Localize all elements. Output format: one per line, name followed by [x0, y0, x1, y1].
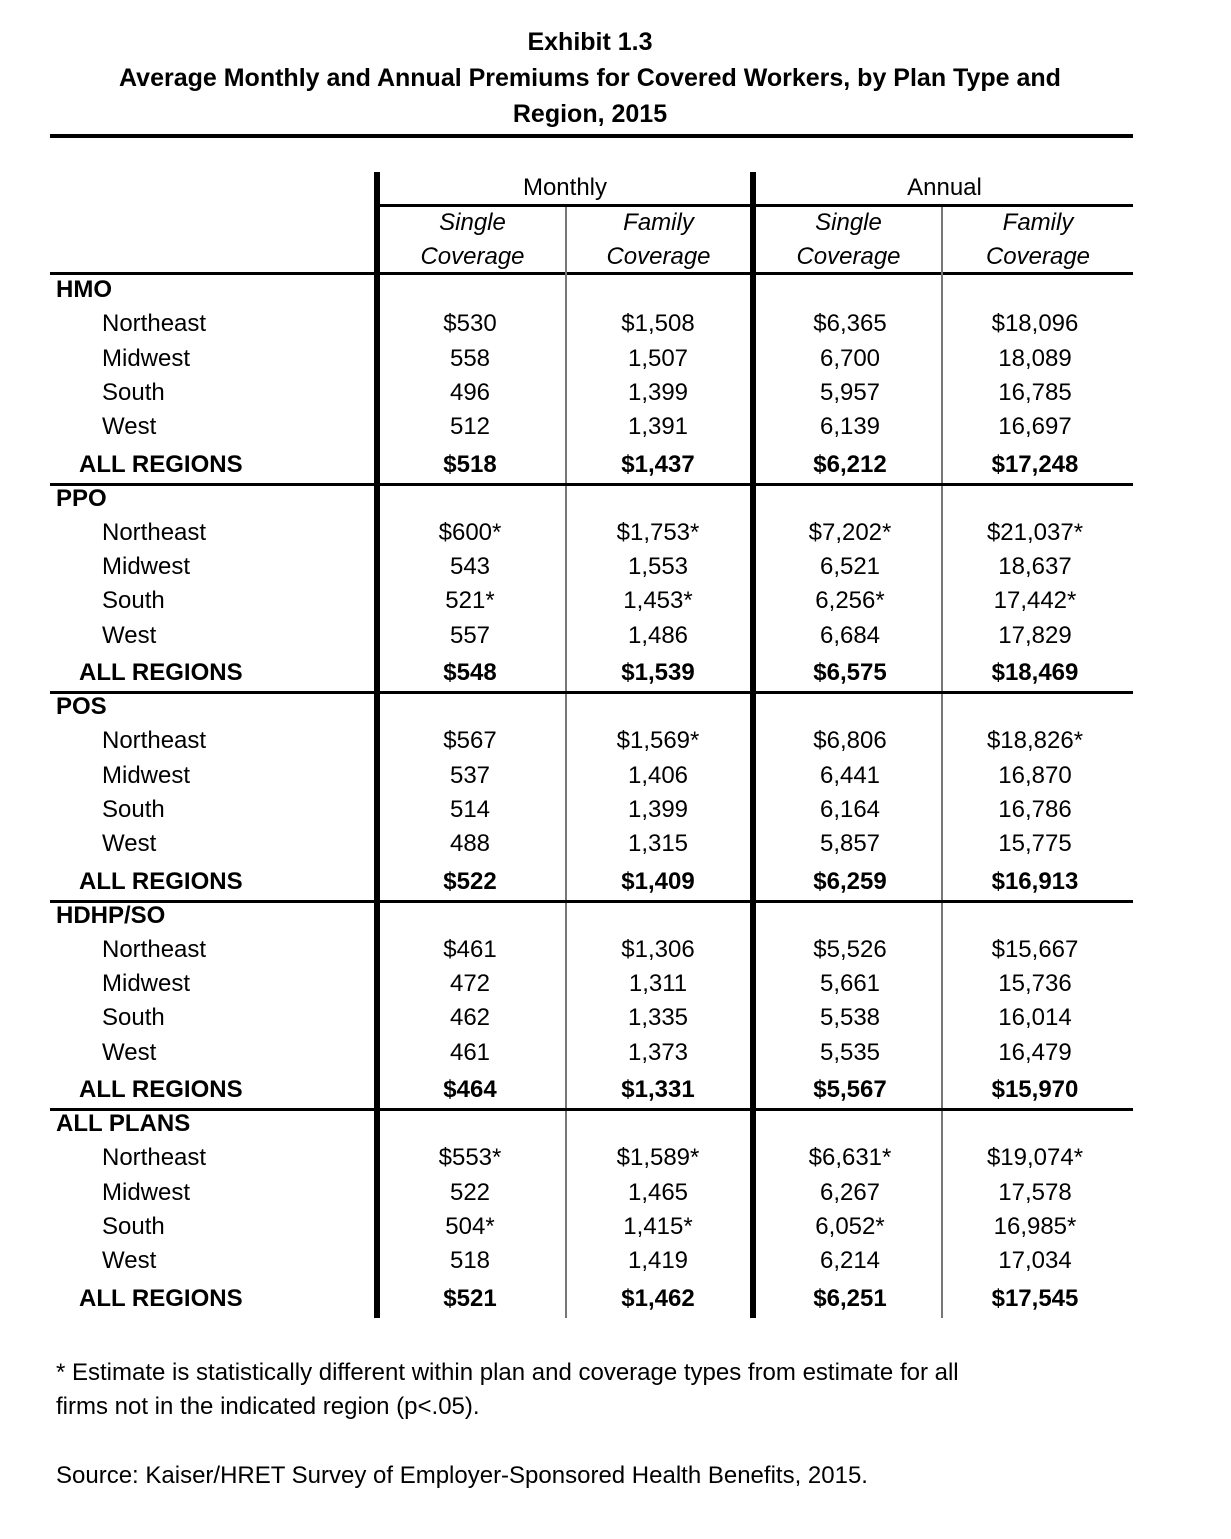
plan-type-heading: HDHP/SO	[56, 901, 166, 929]
monthly-family-header: Family Coverage	[606, 209, 711, 270]
premium-cell: $1,331	[621, 1076, 695, 1103]
region-label: Midwest	[102, 553, 191, 581]
premium-cell: $6,631*	[808, 1144, 892, 1172]
region-label: Midwest	[102, 344, 191, 372]
region-label: Midwest	[102, 1178, 191, 1206]
premium-cell: 496	[449, 378, 491, 406]
premium-cell: 6,700	[819, 344, 881, 372]
plan-type-heading: ALL PLANS	[56, 1110, 191, 1137]
premium-table	[50, 0, 1133, 1320]
premium-cell: 518	[449, 1247, 491, 1275]
premium-cell: $6,259	[813, 867, 887, 895]
premium-cell: 1,553	[627, 553, 689, 581]
premium-cell: 17,578	[998, 1178, 1072, 1206]
premium-cell: 6,441	[819, 761, 881, 789]
premium-cell: 1,391	[627, 413, 689, 441]
monthly-inner-divider	[565, 207, 567, 1318]
premium-cell: $521	[443, 1284, 497, 1312]
group-separator	[50, 1108, 1133, 1111]
premium-cell: 521*	[445, 587, 495, 615]
footnote	[56, 1356, 1156, 1424]
premium-cell: $461	[443, 935, 497, 963]
annual-inner-divider	[941, 207, 943, 1318]
annual-divider	[750, 172, 756, 1318]
premium-cell: 16,985*	[993, 1212, 1077, 1240]
group-separator	[50, 483, 1133, 486]
premium-cell: $1,508	[621, 310, 695, 338]
premium-cell: 472	[449, 970, 491, 998]
premium-cell: 6,164	[819, 795, 881, 823]
premium-cell: $1,462	[621, 1284, 695, 1312]
premium-cell: $6,365	[813, 310, 887, 338]
premium-cell: $464	[443, 1076, 497, 1103]
premium-cell: $1,437	[621, 450, 695, 478]
premium-cell: 18,089	[998, 344, 1072, 372]
region-label: West	[102, 1247, 157, 1275]
premium-cell: 543	[449, 553, 491, 581]
premium-cell: 1,335	[627, 1004, 689, 1032]
premium-cell: 488	[449, 830, 491, 858]
premium-cell: $1,753*	[616, 518, 700, 546]
region-label: South	[102, 1212, 165, 1240]
premium-cell: 537	[449, 761, 491, 789]
premium-cell: $6,251	[813, 1284, 887, 1312]
region-label: Northeast	[102, 310, 207, 338]
premium-cell: 522	[449, 1178, 491, 1206]
premium-cell: 1,453*	[623, 587, 693, 615]
premium-cell: $18,826*	[986, 727, 1084, 755]
premium-cell: $553*	[438, 1144, 502, 1172]
region-label: Northeast	[102, 727, 207, 755]
premium-cell: $16,913	[991, 867, 1079, 895]
premium-cell: $6,575	[813, 659, 887, 686]
premium-cell: 1,399	[627, 378, 689, 406]
premium-cell: 18,637	[998, 553, 1072, 581]
region-label: West	[102, 413, 157, 441]
premium-cell: 1,373	[627, 1038, 689, 1066]
premium-cell: $548	[443, 659, 497, 686]
premium-cell: 5,661	[819, 970, 881, 998]
premium-cell: $5,567	[813, 1076, 887, 1103]
premium-cell: 17,034	[998, 1247, 1072, 1275]
premium-cell: $17,545	[991, 1284, 1079, 1312]
plan-type-heading: PPO	[56, 484, 107, 512]
premium-cell: $15,667	[991, 935, 1079, 963]
premium-cell: $1,539	[621, 659, 695, 686]
premium-cell: 17,442*	[993, 587, 1077, 615]
region-label: Northeast	[102, 518, 207, 546]
region-label: ALL REGIONS	[79, 867, 243, 895]
region-label: Northeast	[102, 1144, 207, 1172]
premium-cell: $15,970	[991, 1076, 1079, 1103]
annual-single-header: Single Coverage	[796, 209, 901, 270]
premium-cell: 16,870	[998, 761, 1072, 789]
source-note: Source: Kaiser/HRET Survey of Employer-Sponsored Health Benefits, 2015.	[56, 1462, 868, 1489]
region-label: South	[102, 795, 165, 823]
premium-cell: 16,014	[998, 1004, 1072, 1032]
premium-cell: 15,736	[998, 970, 1072, 998]
premium-cell: 504*	[445, 1212, 495, 1240]
premium-cell: 461	[449, 1038, 491, 1066]
premium-cell: 6,256*	[815, 587, 885, 615]
premium-cell: $1,569*	[616, 727, 700, 755]
region-label: South	[102, 1004, 165, 1032]
title-line-1: Average Monthly and Annual Premiums for Covered Workers, by Plan Type and	[119, 64, 1061, 92]
premium-cell: $518	[443, 450, 497, 478]
premium-cell: 6,521	[819, 553, 881, 581]
premium-cell: $6,212	[813, 450, 887, 478]
title-line-2: Region, 2015	[512, 100, 668, 128]
premium-cell: 6,139	[819, 413, 881, 441]
premium-cell: 1,419	[627, 1247, 689, 1275]
premium-cell: $6,806	[813, 727, 887, 755]
premium-cell: $1,409	[621, 867, 695, 895]
annual-header: Annual	[907, 174, 982, 201]
premium-cell: 514	[449, 795, 491, 823]
premium-cell: 558	[449, 344, 491, 372]
premium-cell: $17,248	[991, 450, 1079, 478]
premium-cell: $1,589*	[616, 1144, 700, 1172]
premium-cell: 16,479	[998, 1038, 1072, 1066]
premium-cell: 6,052*	[815, 1212, 885, 1240]
monthly-divider	[374, 172, 380, 1318]
premium-cell: $600*	[438, 518, 502, 546]
premium-cell: 1,507	[627, 344, 689, 372]
premium-cell: $567	[443, 727, 497, 755]
premium-cell: $5,526	[813, 935, 887, 963]
premium-cell: 512	[449, 413, 491, 441]
region-label: Midwest	[102, 970, 191, 998]
plan-type-heading: POS	[56, 693, 107, 720]
group-separator	[50, 691, 1133, 694]
premium-cell: 1,486	[627, 621, 689, 649]
premium-cell: 462	[449, 1004, 491, 1032]
region-label: South	[102, 378, 165, 406]
monthly-single-header: Single Coverage	[420, 209, 525, 270]
region-label: South	[102, 587, 165, 615]
group-separator	[50, 900, 1133, 903]
premium-cell: 5,957	[819, 378, 881, 406]
region-label: West	[102, 1038, 157, 1066]
region-label: West	[102, 830, 157, 858]
region-label: West	[102, 621, 157, 649]
premium-cell: $18,096	[991, 310, 1079, 338]
premium-cell: 15,775	[998, 830, 1072, 858]
premium-cell: 1,399	[627, 795, 689, 823]
premium-cell: 557	[449, 621, 491, 649]
premium-cell: 5,857	[819, 830, 881, 858]
footnote-line-2: firms not in the indicated region (p<.05).	[56, 1393, 480, 1420]
premium-cell: $18,469	[991, 659, 1079, 686]
premium-cell: 5,535	[819, 1038, 881, 1066]
premium-cell: 1,406	[627, 761, 689, 789]
premium-cell: 1,311	[628, 970, 688, 998]
annual-family-header: Family Coverage	[985, 209, 1091, 270]
region-label: ALL REGIONS	[79, 659, 243, 686]
region-label: Northeast	[102, 935, 207, 963]
region-label: ALL REGIONS	[79, 1076, 243, 1103]
region-label: ALL REGIONS	[79, 1284, 243, 1312]
premium-cell: 16,786	[998, 795, 1072, 823]
premium-cell: 17,829	[998, 621, 1072, 649]
premium-cell: 5,538	[819, 1004, 881, 1032]
region-label: ALL REGIONS	[79, 450, 243, 478]
premium-cell: $1,306	[621, 935, 695, 963]
premium-cell: $21,037*	[986, 518, 1084, 546]
premium-cell: $522	[443, 867, 497, 895]
region-label: Midwest	[102, 761, 191, 789]
premium-cell: 6,684	[819, 621, 881, 649]
premium-cell: 1,415*	[623, 1212, 693, 1240]
premium-cell: 6,214	[819, 1247, 881, 1275]
premium-cell: 1,315	[627, 830, 689, 858]
premium-cell: $530	[443, 310, 497, 338]
monthly-header: Monthly	[522, 174, 608, 201]
premium-cell: $19,074*	[986, 1144, 1084, 1172]
premium-cell: 16,697	[998, 413, 1072, 441]
premium-cell: 6,267	[819, 1178, 881, 1206]
premium-cell: 1,465	[627, 1178, 689, 1206]
exhibit-number: Exhibit 1.3	[527, 28, 653, 56]
premium-cell: 16,785	[998, 378, 1072, 406]
plan-type-heading: HMO	[56, 276, 112, 303]
footnote-line-1: * Estimate is statistically different within plan and coverage types from estimate for all	[56, 1359, 959, 1386]
premium-cell: $7,202*	[808, 518, 892, 546]
